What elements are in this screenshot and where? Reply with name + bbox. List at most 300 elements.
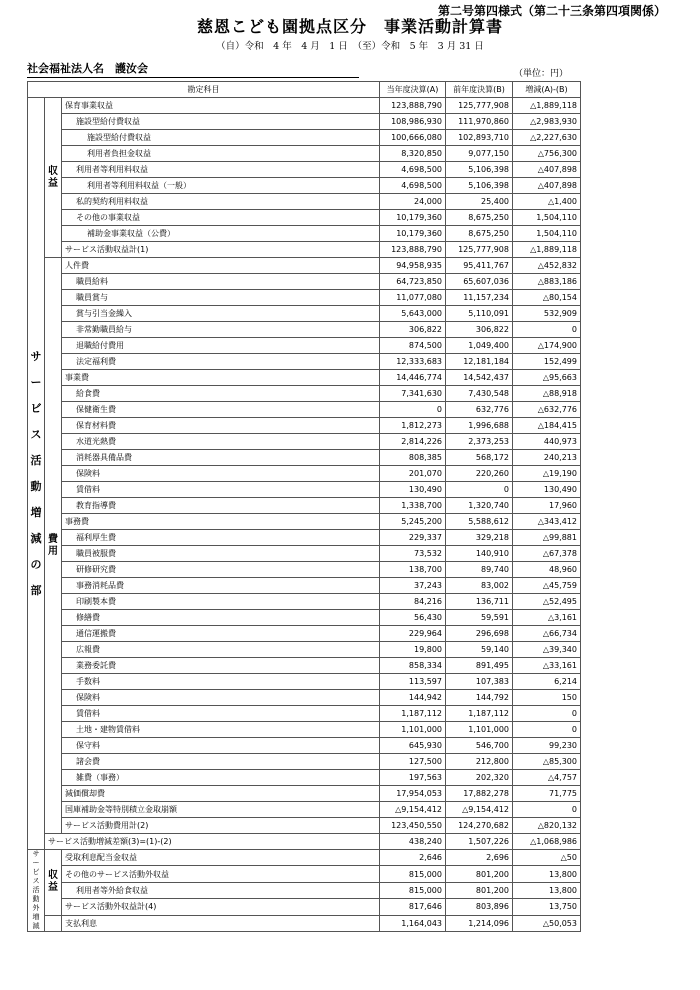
cell-previous: 83,002 [446,578,513,594]
row-label: 受取利息配当金収益 [62,850,380,866]
section-char: 増 [30,505,42,519]
table-row [28,674,581,690]
cell-previous: 1,507,226 [446,834,513,850]
cell-current: 2,646 [380,850,446,866]
cell-current: 56,430 [380,610,446,626]
cell-current: 94,958,935 [380,258,446,274]
table-row [28,354,581,370]
cell-previous: 140,910 [446,546,513,562]
cell-current: 123,888,790 [380,242,446,258]
cell-previous: 8,675,250 [446,210,513,226]
cell-previous: 220,260 [446,466,513,482]
cell-previous: 111,970,860 [446,114,513,130]
row-label: 事務費 [62,514,380,530]
cell-diff: △1,068,986 [513,834,581,850]
cell-diff: △407,898 [513,178,581,194]
table-row [28,258,581,274]
table-row [28,130,581,146]
row-label: 利用者等利用料収益（一般） [62,178,380,194]
table-row [28,306,581,322]
row-label: 私的契約利用料収益 [62,194,380,210]
cell-current: 1,187,112 [380,706,446,722]
cell-current: △9,154,412 [380,802,446,818]
row-label: 非常勤職員給与 [62,322,380,338]
cell-diff: △756,300 [513,146,581,162]
table-header-row [28,82,581,98]
section-char: 減 [32,922,40,930]
group-char: 収 [48,165,58,177]
cell-diff: 13,800 [513,866,581,882]
cell-diff: △2,227,630 [513,130,581,146]
cell-diff: 440,973 [513,434,581,450]
page-title: 慈恩こども園拠点区分 事業活動計算書 [196,17,503,36]
cell-current: 438,240 [380,834,446,850]
cell-previous: 144,792 [446,690,513,706]
table-row [28,802,581,818]
section-char: 増 [32,913,40,921]
cell-diff: △4,757 [513,770,581,786]
table-row [28,514,581,530]
cell-diff: △820,132 [513,818,581,834]
cell-diff: 13,800 [513,882,581,898]
row-label: 退職給付費用 [62,338,380,354]
cell-current: 144,942 [380,690,446,706]
row-label: 職員賞与 [62,290,380,306]
row-label: 事務消耗品費 [62,578,380,594]
section-char: 動 [32,895,40,903]
cell-current: 201,070 [380,466,446,482]
table-row [28,482,581,498]
section-char: 動 [30,479,42,493]
row-label: 利用者等外給食収益 [62,882,380,898]
cell-previous: △9,154,412 [446,802,513,818]
cell-current: 197,563 [380,770,446,786]
cell-previous: 546,700 [446,738,513,754]
cell-diff: 13,750 [513,899,581,915]
table-row [28,818,581,834]
row-label: 利用者等利用料収益 [62,162,380,178]
row-label: 人件費 [62,258,380,274]
cell-previous: 25,400 [446,194,513,210]
table-row [28,162,581,178]
group-char: 費 [48,533,58,545]
table-row [28,546,581,562]
table-row [28,466,581,482]
cell-previous: 59,591 [446,610,513,626]
table-row [28,658,581,674]
cell-previous: 102,893,710 [446,130,513,146]
table-row [28,850,581,866]
cell-diff: 532,909 [513,306,581,322]
column-header-previous: 前年度決算(B) [446,82,513,98]
cell-previous: 1,187,112 [446,706,513,722]
row-label: 手数料 [62,674,380,690]
cell-previous: 5,106,398 [446,178,513,194]
cell-previous: 296,698 [446,626,513,642]
cell-current: 10,179,360 [380,226,446,242]
row-label: その他のサービス活動外収益 [62,866,380,882]
cell-current: 113,597 [380,674,446,690]
cell-previous: 803,896 [446,899,513,915]
section-char: ビ [30,401,42,415]
row-label: 職員給料 [62,274,380,290]
row-label: 雑費（事務） [62,770,380,786]
row-label: 施設型給付費収益 [62,114,380,130]
cell-previous: 107,383 [446,674,513,690]
cell-diff: 152,499 [513,354,581,370]
table-row [28,402,581,418]
table-row [28,866,581,882]
table-row [28,498,581,514]
cell-diff: 0 [513,322,581,338]
cell-current: 0 [380,402,446,418]
cell-current: 815,000 [380,866,446,882]
cell-previous: 202,320 [446,770,513,786]
row-label: 保守料 [62,738,380,754]
row-label: 国庫補助金等特別積立金取崩額 [62,802,380,818]
cell-diff: △3,161 [513,610,581,626]
row-label: 減価償却費 [62,786,380,802]
row-label: その他の事業収益 [62,210,380,226]
row-label: 土地・建物賃借料 [62,722,380,738]
cell-previous: 2,696 [446,850,513,866]
group-label-expense [45,258,62,834]
group-label-other-expense [45,915,62,931]
cell-diff: △85,300 [513,754,581,770]
table-row [28,226,581,242]
table-row [28,882,581,898]
cell-diff: 17,960 [513,498,581,514]
cell-diff: 130,490 [513,482,581,498]
column-header-diff: 増減(A)-(B) [513,82,581,98]
cell-current: 1,164,043 [380,915,446,931]
cell-current: 138,700 [380,562,446,578]
row-label: サービス活動費用計(2) [62,818,380,834]
cell-diff: △99,881 [513,530,581,546]
cell-previous: 5,588,612 [446,514,513,530]
group-char: 収 [48,870,58,882]
cell-diff: △33,161 [513,658,581,674]
cell-diff: △174,900 [513,338,581,354]
cell-previous: 7,430,548 [446,386,513,402]
row-label: 支払利息 [62,915,380,931]
cell-current: 4,698,500 [380,162,446,178]
row-label: サービス活動外収益計(4) [62,899,380,915]
cell-diff: △50 [513,850,581,866]
table-row [28,786,581,802]
section-char: の [30,557,42,571]
table-row [28,210,581,226]
table-row [28,338,581,354]
table-row [28,114,581,130]
cell-previous: 2,373,253 [446,434,513,450]
cell-current: 8,320,850 [380,146,446,162]
row-label: 水道光熱費 [62,434,380,450]
cell-diff: △883,186 [513,274,581,290]
activity-statement-table [27,81,581,932]
cell-previous: 212,800 [446,754,513,770]
cell-previous: 136,711 [446,594,513,610]
cell-diff: △39,340 [513,642,581,658]
table-row [28,322,581,338]
cell-previous: 17,882,278 [446,786,513,802]
cell-current: 19,800 [380,642,446,658]
row-label: 保育材料費 [62,418,380,434]
row-label: 利用者負担金収益 [62,146,380,162]
row-label: 広報費 [62,642,380,658]
section-label-service [28,98,45,850]
cell-previous: 95,411,767 [446,258,513,274]
cell-diff: △66,734 [513,626,581,642]
table-row [28,915,581,931]
cell-diff: △452,832 [513,258,581,274]
cell-previous: 89,740 [446,562,513,578]
table-row [28,418,581,434]
table-row [28,738,581,754]
table-row [28,706,581,722]
cell-diff: △45,759 [513,578,581,594]
row-label: 給食費 [62,386,380,402]
cell-previous: 125,777,908 [446,242,513,258]
table-row [28,434,581,450]
row-label: 賞与引当金繰入 [62,306,380,322]
cell-previous: 1,996,688 [446,418,513,434]
table-body [28,98,581,932]
unit-label: （単位：円） [514,69,569,79]
cell-diff: 6,214 [513,674,581,690]
cell-current: 11,077,080 [380,290,446,306]
cell-previous: 329,218 [446,530,513,546]
cell-current: 815,000 [380,882,446,898]
row-label: 通信運搬費 [62,626,380,642]
table-row [28,594,581,610]
cell-diff: 240,213 [513,450,581,466]
cell-current: 1,338,700 [380,498,446,514]
cell-previous: 8,675,250 [446,226,513,242]
cell-diff: 0 [513,802,581,818]
cell-previous: 0 [446,482,513,498]
row-label: 消耗器具備品費 [62,450,380,466]
cell-diff: △1,889,118 [513,242,581,258]
table-row [28,578,581,594]
cell-current: 24,000 [380,194,446,210]
row-label: 法定福利費 [62,354,380,370]
cell-previous: 124,270,682 [446,818,513,834]
table-row [28,562,581,578]
cell-current: 858,334 [380,658,446,674]
cell-current: 127,500 [380,754,446,770]
table-row [28,194,581,210]
cell-diff: 71,775 [513,786,581,802]
row-label: 施設型給付費収益 [62,130,380,146]
section-char: ビ [32,868,40,876]
cell-previous: 1,049,400 [446,338,513,354]
section-char: ー [30,375,42,389]
cell-diff: △1,400 [513,194,581,210]
cell-previous: 125,777,908 [446,98,513,114]
cell-current: 64,723,850 [380,274,446,290]
row-label: サービス活動収益計(1) [62,242,380,258]
cell-current: 73,532 [380,546,446,562]
table-row [28,242,581,258]
cell-previous: 14,542,437 [446,370,513,386]
group-label-other-revenue [45,850,62,916]
cell-current: 130,490 [380,482,446,498]
cell-previous: 801,200 [446,882,513,898]
cell-diff: 150 [513,690,581,706]
cell-diff: △343,412 [513,514,581,530]
cell-diff: 1,504,110 [513,210,581,226]
cell-current: 84,216 [380,594,446,610]
table-row [28,450,581,466]
table-row [28,690,581,706]
table-row [28,610,581,626]
cell-current: 1,101,000 [380,722,446,738]
cell-diff: △52,495 [513,594,581,610]
cell-previous: 59,140 [446,642,513,658]
fiscal-period: （自）令和 4 年 4 月 1 日 （至）令和 5 年 3 月 31 日 [216,41,484,52]
cell-current: 123,888,790 [380,98,446,114]
cell-previous: 9,077,150 [446,146,513,162]
table-row [28,290,581,306]
cell-current: 108,986,930 [380,114,446,130]
cell-current: 645,930 [380,738,446,754]
cell-diff: △95,663 [513,370,581,386]
cell-current: 306,822 [380,322,446,338]
row-label: 保育事業収益 [62,98,380,114]
row-label: 印刷製本費 [62,594,380,610]
form-number: 第二号第四様式（第二十三条第四項関係） [437,4,666,18]
table-row [28,146,581,162]
section-char: ス [32,877,40,885]
row-label: 業務委託費 [62,658,380,674]
cell-diff: △19,190 [513,466,581,482]
group-char: 用 [48,545,58,557]
cell-previous: 568,172 [446,450,513,466]
cell-diff: 0 [513,722,581,738]
cell-current: 10,179,360 [380,210,446,226]
cell-diff: △67,378 [513,546,581,562]
cell-current: 1,812,273 [380,418,446,434]
cell-previous: 306,822 [446,322,513,338]
cell-previous: 1,101,000 [446,722,513,738]
cell-diff: △80,154 [513,290,581,306]
row-label: 保険料 [62,690,380,706]
row-label: 賃借料 [62,706,380,722]
row-label: 事業費 [62,370,380,386]
cell-current: 14,446,774 [380,370,446,386]
cell-current: 5,245,200 [380,514,446,530]
cell-current: 100,666,080 [380,130,446,146]
table-row [28,98,581,114]
cell-current: 874,500 [380,338,446,354]
group-char: 益 [48,177,58,189]
section-char: ー [32,859,40,867]
cell-previous: 801,200 [446,866,513,882]
row-label: 研修研究費 [62,562,380,578]
table-row [28,370,581,386]
cell-previous: 632,776 [446,402,513,418]
cell-diff: △407,898 [513,162,581,178]
cell-previous: 12,181,184 [446,354,513,370]
cell-current: 17,954,053 [380,786,446,802]
table-row [28,722,581,738]
column-header-current: 当年度決算(A) [380,82,446,98]
row-label: 補助金事業収益（公費） [62,226,380,242]
cell-diff: △2,983,930 [513,114,581,130]
cell-previous: 891,495 [446,658,513,674]
cell-previous: 1,214,096 [446,915,513,931]
row-label: 教育指導費 [62,498,380,514]
cell-diff: △50,053 [513,915,581,931]
cell-current: 4,698,500 [380,178,446,194]
table-row [28,626,581,642]
table-row [28,530,581,546]
table-row [28,899,581,915]
section-char: 活 [32,886,40,894]
cell-current: 12,333,683 [380,354,446,370]
section-char: サ [32,850,40,858]
cell-current: 808,385 [380,450,446,466]
cell-current: 5,643,000 [380,306,446,322]
section-char: 減 [30,531,42,545]
cell-current: 7,341,630 [380,386,446,402]
section-char: サ [30,349,42,363]
row-label: 保険料 [62,466,380,482]
cell-diff: △632,776 [513,402,581,418]
row-label: 諸会費 [62,754,380,770]
section-char: 外 [32,904,40,912]
cell-diff: △184,415 [513,418,581,434]
cell-previous: 65,607,036 [446,274,513,290]
cell-current: 123,450,550 [380,818,446,834]
cell-diff: 99,230 [513,738,581,754]
section-char: 部 [30,583,42,597]
row-label: 保健衛生費 [62,402,380,418]
cell-diff: 48,960 [513,562,581,578]
cell-previous: 11,157,234 [446,290,513,306]
cell-current: 229,337 [380,530,446,546]
row-label: 職員被服費 [62,546,380,562]
row-label: 賃借料 [62,482,380,498]
cell-diff: 1,504,110 [513,226,581,242]
table-row [28,642,581,658]
table-row [28,834,581,850]
row-label: サービス活動増減差額(3)=(1)-(2) [45,834,380,850]
cell-previous: 1,320,740 [446,498,513,514]
cell-current: 2,814,226 [380,434,446,450]
cell-current: 817,646 [380,899,446,915]
cell-current: 37,243 [380,578,446,594]
cell-diff: △1,889,118 [513,98,581,114]
cell-previous: 5,110,091 [446,306,513,322]
group-char: 益 [48,882,58,894]
section-char: 活 [30,453,42,467]
table-row [28,754,581,770]
row-label: 福利厚生費 [62,530,380,546]
cell-current: 229,964 [380,626,446,642]
corporation-name: 社会福祉法人名 護汝会 [27,60,359,78]
column-header-account: 勘定科目 [28,82,380,98]
table-row [28,386,581,402]
table-row [28,178,581,194]
row-label: 修繕費 [62,610,380,626]
cell-previous: 5,106,398 [446,162,513,178]
cell-diff: 0 [513,706,581,722]
section-label-non-service [28,850,45,932]
table-row [28,274,581,290]
group-label-revenue [45,98,62,258]
